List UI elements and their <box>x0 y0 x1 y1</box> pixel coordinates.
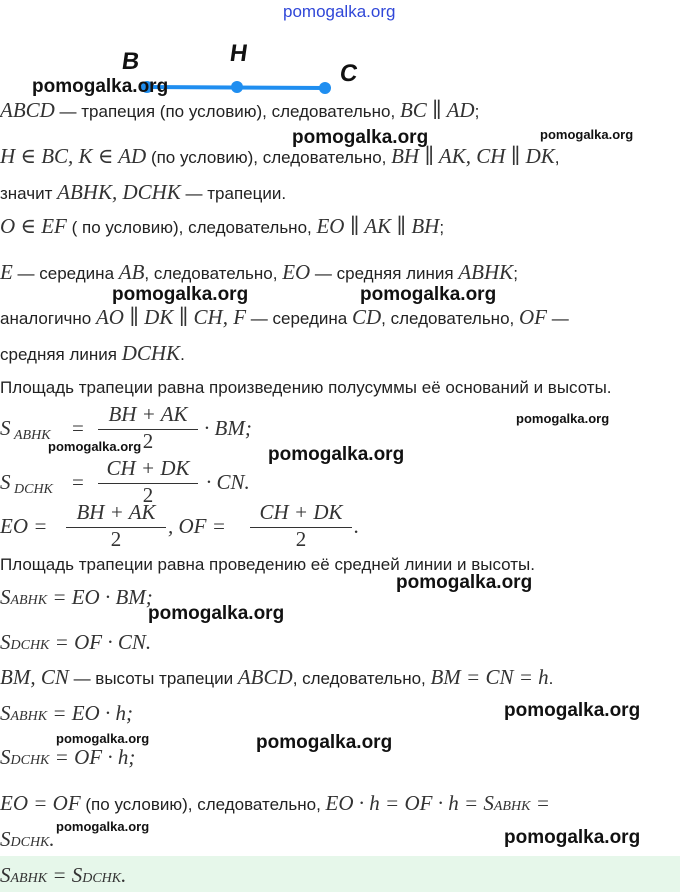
line-12 <box>0 665 553 690</box>
watermark: pomogalka.org <box>112 284 249 305</box>
math: ABCD <box>0 98 55 122</box>
math: . <box>49 827 55 851</box>
text: ( по условию), следовательно, <box>66 218 317 237</box>
math: ABCD <box>237 665 293 689</box>
text: ; <box>474 102 480 121</box>
math: . <box>354 514 360 538</box>
math: S <box>0 827 11 851</box>
text: — высоты трапеции <box>68 669 238 688</box>
math: BH ∥ AK, CH ∥ DK <box>391 144 555 168</box>
line-6 <box>0 305 569 330</box>
text: , следовательно, <box>292 669 431 688</box>
site-link[interactable]: pomogalka.org <box>283 2 396 21</box>
watermark: pomogalka.org <box>148 603 285 624</box>
text: — <box>546 309 569 328</box>
text: ; <box>439 218 445 237</box>
math: = EO · BM; <box>47 585 153 609</box>
math: BM, CN <box>0 665 69 689</box>
math: BM = CN = h <box>430 665 549 689</box>
numerator: CH + DK <box>106 456 190 480</box>
numerator: CH + DK <box>259 500 343 524</box>
text: — средняя линия <box>310 264 459 283</box>
text: (по условию), следовательно, <box>146 148 392 167</box>
line-8 <box>0 378 612 398</box>
line-10 <box>0 585 153 610</box>
subscript: DCHK <box>10 638 50 653</box>
text: , следовательно, <box>381 309 519 328</box>
text: Площадь трапеции равна проведению её средней линии и высоты. <box>0 555 535 574</box>
math: S <box>0 630 11 654</box>
point-h <box>231 81 243 93</box>
math: E <box>0 260 13 284</box>
numerator: BH + AK <box>76 500 156 524</box>
text: значит <box>0 184 58 203</box>
line-1 <box>0 98 479 123</box>
math: S <box>0 470 11 494</box>
label-b: B <box>120 48 142 75</box>
denominator: 2 <box>142 429 154 453</box>
line-16 <box>0 827 55 852</box>
math: S <box>0 701 11 725</box>
point-c <box>319 82 331 94</box>
math: = OF · CN. <box>49 630 152 654</box>
math: DCHK <box>121 341 181 365</box>
math: OF <box>518 305 547 329</box>
math: S <box>0 416 11 440</box>
math: AB <box>118 260 145 284</box>
math: ABHK <box>458 260 514 284</box>
formula-eo-of <box>0 500 400 552</box>
text: ; <box>513 264 518 283</box>
watermark: pomogalka.org <box>56 819 150 834</box>
text: , следовательно, <box>144 264 283 283</box>
math: O ∈ EF <box>0 214 67 238</box>
equals: = <box>72 470 84 494</box>
line-15 <box>0 791 550 816</box>
subscript: ABHK <box>10 709 48 724</box>
line-5 <box>0 260 518 285</box>
watermark: pomogalka.org <box>292 127 429 148</box>
s-symbol <box>0 470 11 495</box>
line-11 <box>0 630 151 655</box>
watermark: pomogalka.org <box>32 76 169 97</box>
math: BC ∥ AD <box>399 98 475 122</box>
watermark: pomogalka.org <box>256 732 393 753</box>
math: S <box>0 863 11 887</box>
subscript: ABHK <box>14 428 51 443</box>
text: средняя линия <box>0 345 122 364</box>
math: AO ∥ DK ∥ CH, F <box>95 305 247 329</box>
text: , <box>554 148 560 167</box>
line-13 <box>0 701 133 726</box>
line-14 <box>0 745 135 770</box>
math: EO · h = OF · h = S <box>325 791 494 815</box>
math: EO = <box>0 514 48 538</box>
watermark: pomogalka.org <box>48 439 142 454</box>
math: EO = OF <box>0 791 81 815</box>
line-4 <box>0 214 444 239</box>
math: H ∈ BC, K ∈ AD <box>0 144 147 168</box>
math: EO ∥ AK ∥ BH <box>316 214 440 238</box>
math: EO <box>282 260 311 284</box>
equals: = <box>72 416 84 440</box>
math: = <box>530 791 550 815</box>
text: . <box>548 669 554 688</box>
text: — трапеции. <box>180 184 287 203</box>
text: — середина <box>246 309 352 328</box>
subscript: ABHK <box>493 799 531 814</box>
math: ABHK, DCHK <box>57 180 181 204</box>
subscript: DCHK <box>82 871 122 886</box>
numerator: BH + AK <box>108 402 188 426</box>
math: · BM; <box>204 416 252 440</box>
text: аналогично <box>0 309 96 328</box>
watermark: pomogalka.org <box>504 827 641 848</box>
math: = EO · h; <box>47 701 133 725</box>
math: = S <box>47 863 83 887</box>
watermark: pomogalka.org <box>56 731 150 746</box>
math: S <box>0 585 11 609</box>
subscript: ABHK <box>10 593 48 608</box>
line-17-result <box>0 863 126 888</box>
math: = OF · h; <box>49 745 136 769</box>
watermark: pomogalka.org <box>396 572 533 593</box>
denominator: 2 <box>110 527 122 551</box>
math: . <box>121 863 127 887</box>
denominator: 2 <box>142 483 154 507</box>
math: S <box>0 745 11 769</box>
watermark: pomogalka.org <box>268 444 405 465</box>
text: (по условию), следовательно, <box>80 795 326 814</box>
math: , OF = <box>168 514 226 538</box>
watermark: pomogalka.org <box>516 411 610 426</box>
formula-s-abhk-fraction <box>0 402 300 454</box>
text: . <box>180 345 185 364</box>
label-c: C <box>338 60 360 87</box>
subscript: DCHK <box>10 835 50 850</box>
subscript: DCHK <box>10 753 50 768</box>
watermark: pomogalka.org <box>360 284 497 305</box>
label-h: H <box>228 40 250 67</box>
s-symbol <box>0 416 11 441</box>
math: · CN. <box>206 470 250 494</box>
line-3 <box>0 180 286 205</box>
math: CD <box>351 305 382 329</box>
line-7 <box>0 341 185 366</box>
subscript: ABHK <box>10 871 48 886</box>
text: — середина <box>12 264 119 283</box>
watermark: pomogalka.org <box>540 127 634 142</box>
text: Площадь трапеции равна произведению полусуммы её оснований и высоты. <box>0 378 612 397</box>
text: — трапеция (по условию), следовательно, <box>54 102 400 121</box>
denominator: 2 <box>295 527 307 551</box>
watermark: pomogalka.org <box>504 700 641 721</box>
line-2 <box>0 144 560 169</box>
subscript: DCHK <box>14 482 53 497</box>
